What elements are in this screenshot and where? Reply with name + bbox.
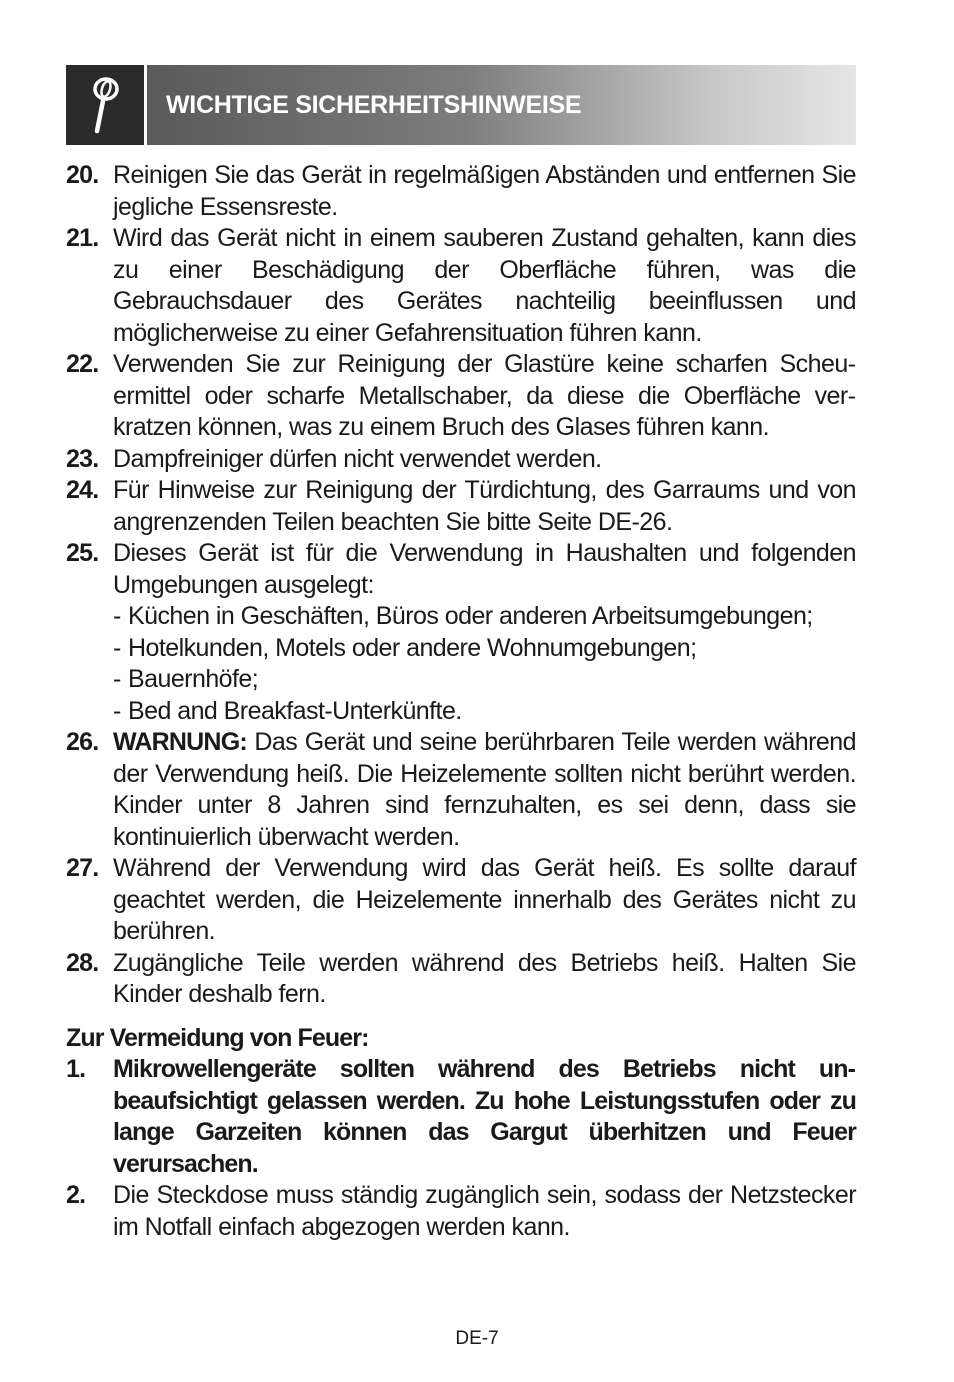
item-number: 27. [66,854,99,882]
sub-item-text: Bed and Breakfast-Unterkünfte. [128,696,462,725]
header-bar [147,65,856,145]
list-item [66,1180,856,1243]
list-item [66,727,856,853]
item-text: Verwenden Sie zur Reinigung der Glastüre keine scharfen Scheuermittel oder scharfe Metallschaber, da diese die Oberfläche verkratzen können, was zu einem Bruch des Glases führen kann. [113,350,856,441]
sub-list-item [113,696,856,728]
list-item [66,538,856,601]
item-text [113,727,856,853]
list-item [66,223,856,349]
sub-item-text: Küchen in Geschäften, Büros oder anderen Arbeitsumgebungen; [128,602,813,630]
list-item [66,853,856,948]
section-header [66,65,856,145]
sub-list-item [113,601,856,633]
item-number: 1. [66,1055,86,1083]
fire-section-title: Zur Vermeidung von Feuer: [66,1023,369,1052]
list-item [66,160,856,223]
list-item [66,1054,856,1180]
sub-item-dash: - [113,696,121,725]
page-title: WICHTIGE SICHERHEITSHINWEISE [166,90,582,119]
item-number: 21. [66,224,99,252]
item-number: 20. [66,161,99,189]
sub-item-text: Bauernhöfe; [128,665,259,693]
header-icon-box [66,65,144,145]
sub-list-item [113,664,856,696]
item-number: 26. [66,728,99,756]
sub-list-item [113,633,856,665]
item-text: Für Hinweise zur Reinigung der Türdichtung, des Garraums und von angrenzenden Teilen beachten Sie bitte Seite DE-26. [113,476,856,536]
sub-item-dash: - [113,602,121,630]
page-number: DE-7 [455,1328,499,1349]
item-text: Dampfreiniger dürfen nicht verwendet werden. [113,444,602,473]
item-text: Mikrowellengeräte sollten während des Betriebs nicht unbeaufsichtigt gelassen werden. Zu hohe Leistungsstufen oder zu lange Garzeiten können das Gargut überhitzen und Feuer verursachen. [113,1055,856,1178]
sub-item-text: Hotelkunden, Motels oder andere Wohnumgebungen; [128,633,697,662]
item-text: Während der Verwendung wird das Gerät heiß. Es sollte darauf geachtet werden, die Heizelemente innerhalb des Gerätes nicht zu berühren. [113,854,856,945]
item-text: Die Steckdose muss ständig zugänglich sein, sodass der Netzstecker im Notfall einfach abgezogen werden kann. [113,1181,856,1241]
item-number: 2. [66,1181,86,1209]
item-number: 22. [66,350,99,378]
item-number: 23. [66,444,99,473]
sub-item-dash: - [113,633,121,662]
list-item [66,475,856,538]
list-item [66,444,856,476]
list-item [66,948,856,1011]
warning-label: WARNUNG: [113,728,247,756]
item-text: Zugängliche Teile werden während des Betriebs heiß. Halten Sie Kinder deshalb fern. [113,948,856,1008]
item-text: Reinigen Sie das Gerät in regelmäßigen Abständen und entfernen Sie jegliche Essensreste. [113,161,856,221]
item-text: Dieses Gerät ist für die Verwendung in Haushalten und folgenden Umgebungen ausgelegt: [113,539,856,599]
pin-icon [85,75,125,135]
item-number: 28. [66,948,99,977]
warning-text: Das Gerät und seine berührbaren Teile werden während der Verwendung heiß. Die Heizelemente sollten nicht berührt werden. Kinder unter 8 Jahren sind fernzuhalten, es sei denn, dass sie kontinuierlich überwacht werden. [113,728,856,851]
item-number: 25. [66,539,99,567]
sub-item-dash: - [113,665,121,693]
content [66,160,856,1243]
item-number: 24. [66,476,99,504]
item-text: Wird das Gerät nicht in einem sauberen Zustand gehalten, kann dies zu einer Beschädigung der Oberfläche führen, was die Gebrauchsdauer des Gerätes nachteilig beeinflussen und möglicherweise zu einer Gefahrensituation führen kann. [113,224,856,347]
list-item [66,349,856,444]
